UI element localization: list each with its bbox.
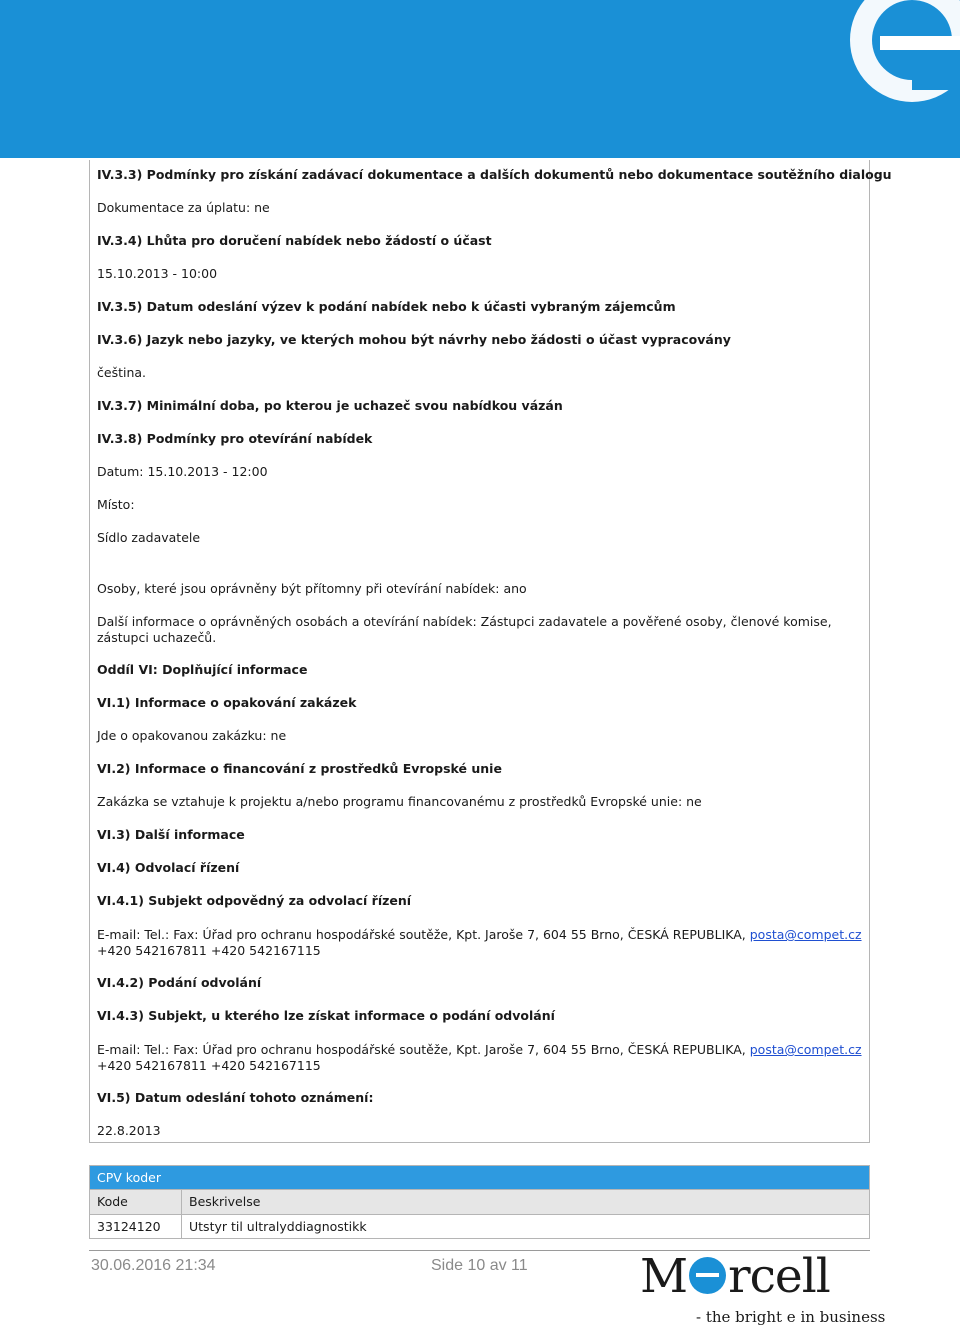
logo-e-icon	[689, 1257, 726, 1294]
logo-letters-rcell: rcell	[728, 1249, 830, 1304]
section-heading: IV.3.4) Lhůta pro doručení nabídek nebo žádostí o účast	[97, 233, 492, 248]
cpv-code-cell: 33124120	[90, 1214, 182, 1239]
mercell-logo	[640, 1249, 886, 1326]
section-text: Zakázka se vztahuje k projektu a/nebo programu financovanému z prostředků Evropské unie: ne	[97, 794, 702, 809]
section-text: Osoby, které jsou oprávněny být přítomny při otevírání nabídek: ano	[97, 581, 527, 596]
section-heading: VI.3) Další informace	[97, 827, 245, 842]
section-text: Dokumentace za úplatu: ne	[97, 200, 270, 215]
cpv-table	[89, 1165, 870, 1239]
brand-e-icon	[820, 0, 960, 158]
section-text: čeština.	[97, 365, 147, 380]
section-text: Další informace o oprávněných osobách a otevírání nabídek: Zástupci zadavatele a pověřené osoby, členové komise, zástupci uchazečů.	[97, 614, 832, 645]
section-heading: VI.4.1) Subjekt odpovědný za odvolací řízení	[97, 893, 412, 908]
section-heading: IV.3.3) Podmínky pro získání zadávací dokumentace a dalších dokumentů nebo dokumentace soutěžního dialogu	[97, 167, 892, 182]
logo-wordmark	[640, 1249, 830, 1304]
section-heading: IV.3.6) Jazyk nebo jazyky, ve kterých mohou být návrhy nebo žádosti o účast vypracovány	[97, 332, 731, 347]
section-text: 15.10.2013 - 10:00	[97, 266, 218, 281]
cpv-table-header	[90, 1166, 870, 1190]
section-heading: IV.3.7) Minimální doba, po kterou je uchazeč svou nabídkou vázán	[97, 398, 563, 413]
logo-tagline: - the bright e in business	[696, 1308, 886, 1326]
contact-suffix: +420 542167811 +420 542167115	[97, 942, 321, 958]
section-heading: VI.4.3) Subjekt, u kterého lze získat informace o podání odvolání	[97, 1008, 555, 1023]
section-heading: VI.2) Informace o financování z prostředků Evropské unie	[97, 761, 502, 776]
cpv-desc-cell: Utstyr til ultralyddiagnostikk	[182, 1214, 870, 1239]
header-band	[0, 0, 960, 158]
footer-timestamp: 30.06.2016 21:34	[91, 1257, 216, 1274]
section-text: Datum: 15.10.2013 - 12:00	[97, 464, 268, 479]
section-text: Místo:	[97, 497, 135, 512]
section-heading: Oddíl VI: Doplňující informace	[97, 662, 308, 677]
cpv-column-headers	[90, 1190, 870, 1215]
cpv-col-code: Kode	[90, 1190, 182, 1215]
table-row	[90, 1214, 870, 1239]
contact-text	[97, 1042, 867, 1073]
contact-prefix: E-mail: Tel.: Fax: Úřad pro ochranu hospodářské soutěže, Kpt. Jaroše 7, 604 55 Brno, ČESKÁ REPUBLIKA,	[97, 927, 750, 942]
section-text: Sídlo zadavatele	[97, 530, 201, 545]
section-text: 22.8.2013	[97, 1123, 161, 1138]
contact-suffix: +420 542167811 +420 542167115	[97, 1057, 321, 1073]
section-text: Jde o opakovanou zakázku: ne	[97, 728, 287, 743]
cpv-title: CPV koder	[90, 1166, 870, 1190]
footer-page-number: Side 10 av 11	[431, 1257, 528, 1274]
section-heading: IV.3.8) Podmínky pro otevírání nabídek	[97, 431, 373, 446]
section-heading: VI.4.2) Podání odvolání	[97, 975, 262, 990]
section-heading: VI.1) Informace o opakování zakázek	[97, 695, 357, 710]
section-heading: IV.3.5) Datum odeslání výzev k podání nabídek nebo k účasti vybraným zájemcům	[97, 299, 676, 314]
email-link[interactable]: posta@compet.cz	[749, 927, 862, 942]
contact-prefix: E-mail: Tel.: Fax: Úřad pro ochranu hospodářské soutěže, Kpt. Jaroše 7, 604 55 Brno, ČESKÁ REPUBLIKA,	[97, 1042, 750, 1057]
cpv-col-desc: Beskrivelse	[182, 1190, 870, 1215]
section-heading: VI.4) Odvolací řízení	[97, 860, 240, 875]
contact-text	[97, 927, 867, 958]
section-heading: VI.5) Datum odeslání tohoto oznámení:	[97, 1090, 374, 1105]
logo-letter-m: M	[640, 1249, 688, 1304]
email-link[interactable]: posta@compet.cz	[749, 1042, 862, 1057]
